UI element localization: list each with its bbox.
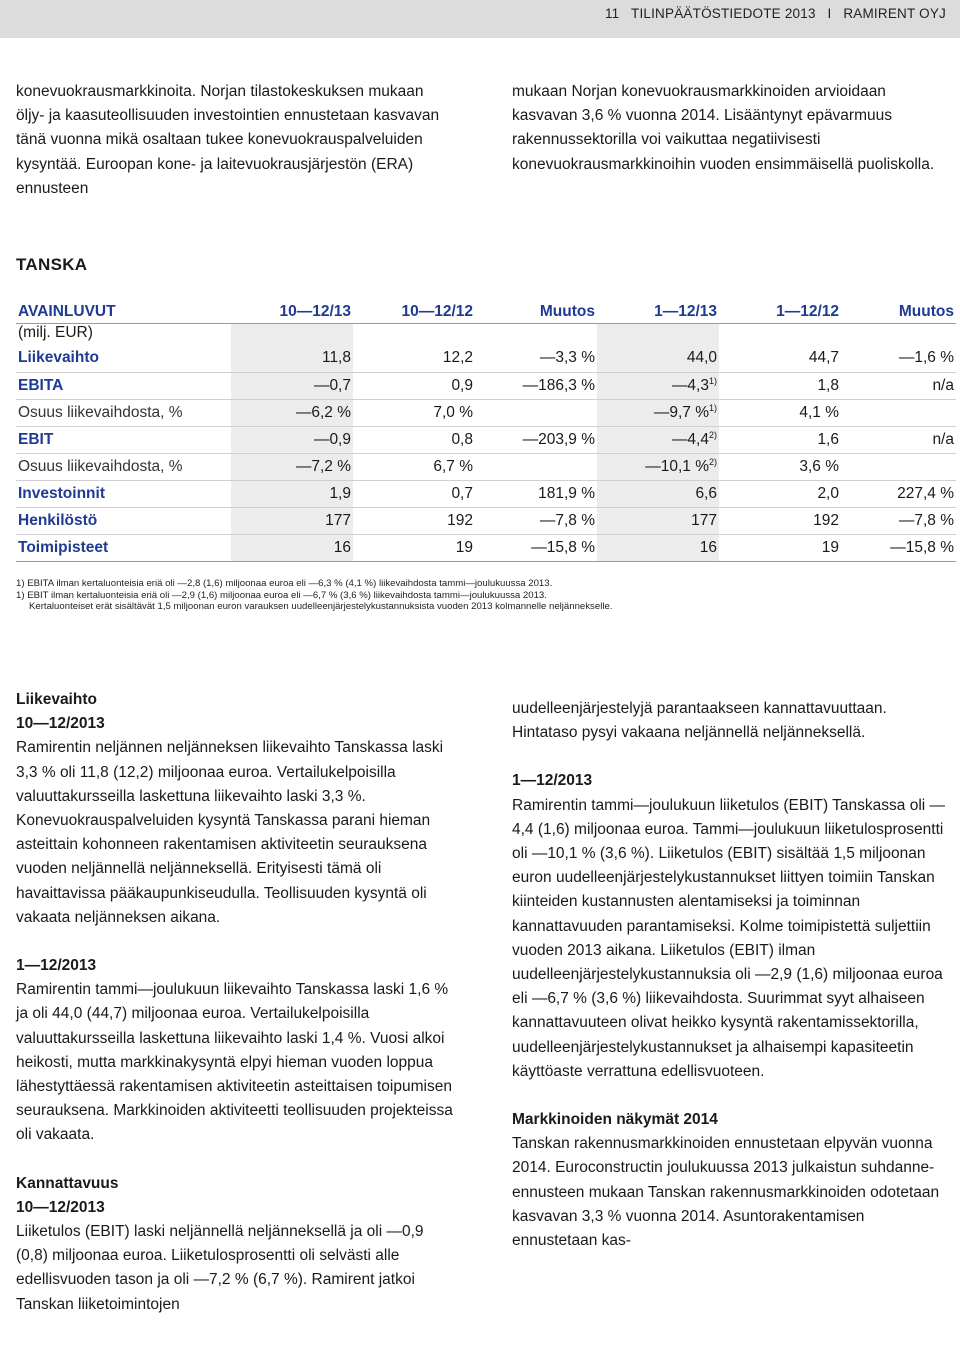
table-cell [719, 453, 841, 480]
table-cell [597, 534, 719, 561]
table-cell [597, 426, 719, 453]
table-cell [841, 507, 956, 534]
cell-value: —6,2 % [295, 403, 351, 421]
table-row [16, 453, 956, 480]
cell-value: 0,8 [451, 430, 473, 448]
paragraph: Tanskan rakennusmarkkinoiden ennustetaan elpyvän vuonna 2014. Euroconstructin joulukuussa 2013 julkaistun suhdanne-ennusteen mukaan Tanskan rakennusmarkkinoiden odotetaan kasvavan 3,3 % vuonna 2014. Asuntorakentamisen ennustetaan kas- [512, 1135, 940, 1250]
table-cell [231, 345, 353, 372]
cell-value: 11,8 [321, 349, 351, 367]
cell-value: 19 [455, 538, 473, 556]
paragraph: Ramirentin tammi—joulukuun liikevaihto Tanskassa laski 1,6 % ja oli 44,0 (44,7) miljoonaa euroa. Vertailukelpoisilla valuuttakursseilla laskettuna liikevaihto laski 1,4 %. Vuosi alkoi heikosti, mutta markkinakysyntä elpyi hieman vuoden loppua lähestyttäessä rakentamisen aktiviteetin asteittaisen toipumisen seurauksena. Markkinoiden aktiviteetti teollisuuden projekteissa oli vakaata. [16, 981, 453, 1144]
unit-row [16, 323, 956, 345]
intro-right-column [512, 80, 952, 177]
footnote-marker: 1) [708, 376, 717, 386]
table-header-row [16, 299, 956, 323]
footnote-marker: 2) [708, 457, 717, 467]
table-cell [719, 507, 841, 534]
table-cell [231, 399, 353, 426]
cell-value: —15,8 % [531, 538, 595, 556]
table-cell [475, 426, 597, 453]
cell-value: —7,8 % [539, 511, 595, 529]
header-text [605, 6, 946, 21]
table-cell [475, 480, 597, 507]
table-cell [353, 507, 475, 534]
table-cell [597, 372, 719, 399]
table-cell [231, 480, 353, 507]
cell-value: —4,3 [671, 377, 709, 394]
table-cell [719, 534, 841, 561]
cell-value: —1,6 % [898, 349, 954, 367]
cell-value: 177 [691, 511, 717, 529]
company-name: RAMIRENT OYJ [843, 6, 946, 21]
cell-value: 0,9 [451, 376, 473, 394]
table-cell [475, 372, 597, 399]
row-label: Osuus liikevaihdosta, % [16, 399, 231, 426]
table-cell [719, 372, 841, 399]
cell-value: —0,7 [313, 376, 351, 394]
page-header [0, 0, 960, 38]
intro-right-text: mukaan Norjan konevuokrausmarkkinoiden arvioidaan kasvavan 3,6 % vuonna 2014. Lisääntynyt epävarmuus rakennussektorilla voi vaikuttaa negatiivisesti konevuokrausmarkkinoihin vuoden ensimmäisellä puoliskolla. [512, 83, 935, 173]
table-row [16, 507, 956, 534]
table-cell [353, 453, 475, 480]
cell-value: n/a [932, 430, 954, 448]
cell-value: —4,4 [671, 431, 709, 448]
table-cell [475, 345, 597, 372]
row-label: EBITA [16, 372, 231, 399]
doc-title: TILINPÄÄTÖSTIEDOTE 2013 [631, 6, 816, 21]
cell-value: 0,7 [451, 484, 473, 502]
intro-left-column [16, 80, 456, 201]
footnote: 1) EBITA ilman kertaluonteisia eriä oli —2,8 (1,6) miljoonaa euroa eli —6,3 % (4,1 %) liikevaihdosta tammi—joulukuussa 2013. [16, 578, 553, 589]
row-label: Henkilöstö [16, 507, 231, 534]
table-header: 1—12/13 [597, 299, 719, 323]
cell-value: —10,1 % [645, 458, 709, 475]
table-cell [353, 480, 475, 507]
cell-value: —7,2 % [295, 457, 351, 475]
table-row [16, 480, 956, 507]
table-cell [475, 453, 597, 480]
table-row [16, 399, 956, 426]
cell-value: 44,7 [808, 349, 839, 367]
cell-value: 16 [699, 538, 717, 556]
row-label: EBIT [16, 426, 231, 453]
table-cell [719, 480, 841, 507]
table-cell [841, 480, 956, 507]
cell-value: 44,0 [686, 349, 717, 367]
heading-outlook: Markkinoiden näkymät 2014 [512, 1111, 718, 1129]
table-header: 1—12/12 [719, 299, 841, 323]
table-row [16, 345, 956, 372]
cell-value: 6,6 [695, 484, 717, 502]
table-header: 10—12/13 [231, 299, 353, 323]
table-cell [231, 426, 353, 453]
table-cell [841, 426, 956, 453]
paragraph: Liiketulos (EBIT) laski neljännellä neljänneksellä ja oli —0,9 (0,8) miljoonaa euroa. Liiketulosprosentti oli selvästi alle edellisvuoden tason ja oli —7,2 % (6,7 %). Ramirent jatkoi Tanskan liiketoimintojen [16, 1223, 424, 1313]
footnote: Kertaluonteiset erät sisältävät 1,5 miljoonan euron varauksen uudelleenjärjestelykustannuksista vuoden 2013 kolmannelle neljännekselle. [29, 601, 613, 613]
cell-value: 2,0 [817, 484, 839, 502]
row-label: Toimipisteet [16, 534, 231, 561]
cell-value: 16 [333, 538, 351, 556]
intro-left-text: konevuokrausmarkkinoita. Norjan tilastokeskuksen mukaan öljy- ja kaasuteollisuuden investointien ennustetaan kasvavan tänä vuonna mikä osaltaan tukee konevuokrauspalveluiden kysyntää. Euroopan kone- ja laitevuokrausjärjestön (ERA) ennusteen [16, 83, 440, 197]
heading-kannattavuus: Kannattavuus [16, 1174, 119, 1192]
table-cell [841, 345, 956, 372]
table-cell [841, 372, 956, 399]
cell-value: —15,8 % [890, 538, 954, 556]
cell-value: 192 [447, 511, 473, 529]
subheading-q4: 10—12/2013 [16, 1198, 105, 1216]
table-cell [719, 345, 841, 372]
table-cell [597, 507, 719, 534]
table-header: Muutos [841, 299, 956, 323]
cell-value: 181,9 % [538, 484, 595, 502]
footnote-marker: 1) [708, 403, 717, 413]
cell-value: 7,0 % [433, 403, 473, 421]
table-cell [475, 507, 597, 534]
row-label: Investoinnit [16, 480, 231, 507]
table-cell [231, 453, 353, 480]
table-cell [353, 345, 475, 372]
table-cell [841, 534, 956, 561]
table-cell [231, 507, 353, 534]
row-label: Liikevaihto [16, 345, 231, 372]
table-header: AVAINLUVUT [16, 299, 231, 323]
footnote: 1) EBIT ilman kertaluonteisia eriä oli —2,9 (1,6) miljoonaa euroa eli —6,7 % (3,6 %) liikevaihdosta tammi—joulukuussa 2013. [16, 589, 547, 601]
table-cell [719, 399, 841, 426]
heading-liikevaihto: Liikevaihto [16, 691, 97, 708]
subheading-fy: 1—12/2013 [512, 772, 593, 790]
header-separator: I [827, 6, 832, 21]
cell-value: —0,9 [313, 430, 351, 448]
table-row [16, 534, 956, 561]
section-title: TANSKA [16, 255, 88, 274]
table-cell [597, 399, 719, 426]
cell-value: 19 [821, 538, 839, 556]
paragraph: Ramirentin tammi—joulukuun liiketulos (EBIT) Tanskassa oli —4,4 (1,6) miljoonaa euroa. Tammi—joulukuun liiketulosprosentti oli —10,1 % (3,6 %). Liiketulos (EBIT) sisältää 1,5 miljoonan euron uudelleenjärjestelykustannukset liittyen toimiin Tanskan kiinteiden kustannusten alentamiseksi ja toiminnan kannattavuuden parantamiseksi. Kolme toimipistettä suljettiin vuoden 2013 aikana. Liiketulos (EBIT) ilman uudelleenjärjestelykustannuksia oli —2,9 (1,6) miljoonaa euroa eli —6,7 % (3,6 %) liikevaihdosta. Suurimmat syyt alhaiseen kannattavuuteen olivat heikko kysyntä rakentamissektorilla, uudelleenjärjestelykustannukset ja alhaisempi kapasiteetin käyttöaste verrattuna edellisvuoteen. [512, 796, 946, 1080]
cell-value: —3,3 % [539, 349, 595, 367]
footnote-marker: 2) [708, 430, 717, 440]
body-left-column [16, 688, 456, 1317]
table-cell [719, 426, 841, 453]
table-cell [597, 480, 719, 507]
table-cell [841, 399, 956, 426]
cell-value: 1,9 [329, 484, 351, 502]
cell-value: n/a [932, 376, 954, 394]
cell-value: 1,8 [817, 376, 839, 394]
body-right-column [512, 697, 952, 1253]
cell-value: —7,8 % [898, 511, 954, 529]
cell-value: 3,6 % [799, 457, 839, 475]
cell-value: 192 [813, 511, 839, 529]
table-cell [597, 453, 719, 480]
paragraph: Ramirentin neljännen neljänneksen liikevaihto Tanskassa laski 3,3 % oli 11,8 (12,2) miljoonaa euroa. Vertailukelpoisilla valuuttakursseilla laskettuna liikevaihto laski 3,3 %. Konevuokrauspalveluiden kysyntä Tanskassa parani hieman asteittain kohonneen rakentamisen aktiviteetin seurauksena vuoden neljännellä neljänneksellä. Erityisesti tämä oli havaittavissa pääkaupunkiseudulla. Teollisuuden kysyntä oli vakaata neljänneksen aikana. [16, 739, 444, 926]
cell-value: 12,2 [442, 349, 473, 367]
cell-value: —186,3 % [522, 376, 595, 394]
footnotes [16, 578, 936, 613]
cell-value: 227,4 % [897, 484, 954, 502]
key-figures-table [16, 299, 956, 562]
cell-value: 177 [325, 511, 351, 529]
cell-value: 6,7 % [433, 457, 473, 475]
subheading-q4: 10—12/2013 [16, 715, 105, 733]
table-cell [231, 534, 353, 561]
subheading-fy: 1—12/2013 [16, 957, 97, 975]
table-header: 10—12/12 [353, 299, 475, 323]
row-label: Osuus liikevaihdosta, % [16, 453, 231, 480]
table-cell [475, 534, 597, 561]
cell-value: 1,6 [817, 430, 839, 448]
table-cell [353, 534, 475, 561]
cell-value: 4,1 % [799, 403, 839, 421]
table-cell [353, 372, 475, 399]
table-cell [475, 399, 597, 426]
cell-value: —203,9 % [522, 430, 595, 448]
unit-label: (milj. EUR) [18, 323, 93, 341]
table-cell [353, 426, 475, 453]
cell-value: —9,7 % [653, 404, 709, 421]
table-row [16, 372, 956, 399]
table-cell [597, 345, 719, 372]
paragraph: uudelleenjärjestelyjä parantaakseen kannattavuuttaan. Hintataso pysyi vakaana neljännellä neljänneksellä. [512, 700, 887, 742]
table-cell [353, 399, 475, 426]
table-header: Muutos [475, 299, 597, 323]
table-row [16, 426, 956, 453]
table-cell [841, 453, 956, 480]
table-cell [231, 372, 353, 399]
page-number: 11 [604, 6, 620, 21]
